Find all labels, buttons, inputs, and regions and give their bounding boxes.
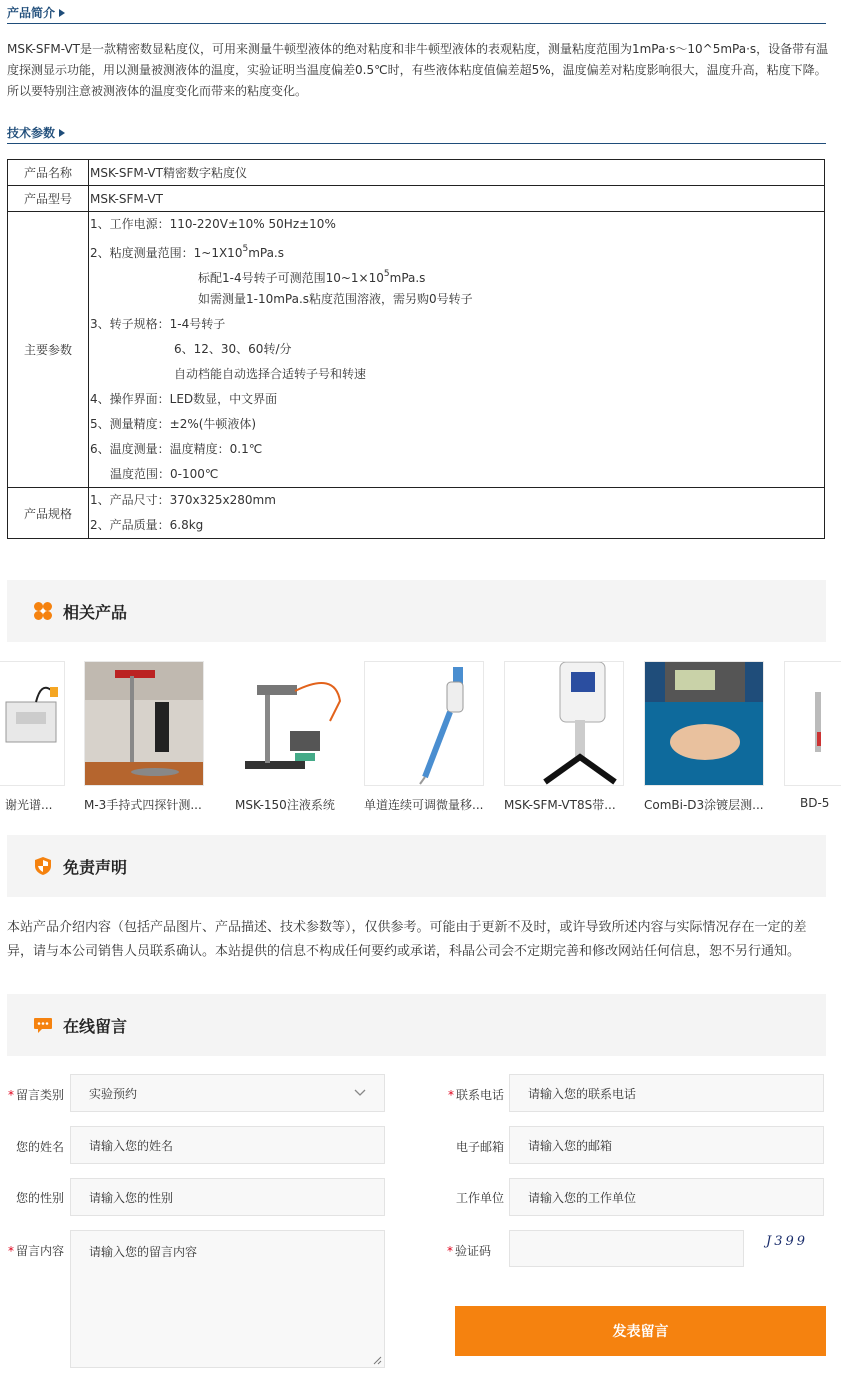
category-label: * 留言类别: [7, 1088, 64, 1102]
submit-message-button[interactable]: 发表留言: [455, 1306, 826, 1356]
product-caption[interactable]: 单道连续可调微量移...: [364, 798, 484, 812]
spec-range: 2、粘度测量范围：$1\sim 1X10^5mPa.s$: [90, 244, 284, 260]
spec-auto: 自动档能自动选择合适转子号和转速: [174, 367, 367, 381]
intro-section-header: [7, 4, 826, 24]
spec-table: [7, 159, 825, 539]
message-title: 在线留言: [63, 1016, 128, 1036]
spec-rotor-range: 标配1-4号转子可测范围$10\sim 1\times 10^5mPa.s$: [198, 269, 426, 285]
shield-icon: [33, 856, 53, 876]
spec-weight: 2、产品质量：6.8kg: [90, 518, 204, 532]
category-select-value: 实验预约: [89, 1086, 138, 1101]
table-row: [8, 212, 825, 488]
captcha-label: * 验证码: [446, 1244, 491, 1258]
product-caption[interactable]: 谢光谱...: [5, 798, 53, 812]
triangle-right-icon: [59, 129, 65, 137]
spec-key-name: 产品名称: [8, 160, 89, 186]
intro-section-title: 产品简介: [7, 6, 56, 20]
spec-ui: 4、操作界面：LED数显，中文界面: [90, 392, 278, 406]
spec-temp-range: 温度范围：0-100℃: [110, 467, 219, 481]
product-image[interactable]: [0, 661, 65, 786]
spec-section-title: 技术参数: [7, 126, 56, 140]
spec-section-header: [7, 124, 826, 144]
product-image[interactable]: [644, 661, 764, 786]
spec-key-main: 主要参数: [8, 212, 89, 488]
chevron-down-icon: [354, 1089, 366, 1097]
gender-label: 您的性别: [15, 1191, 64, 1205]
product-caption[interactable]: BD-5: [800, 796, 830, 810]
spec-key-spec: 产品规格: [8, 488, 89, 539]
flower-icon: [33, 601, 53, 621]
disclaimer-header: [7, 835, 826, 897]
spec-speeds: 6、12、30、60转/分: [174, 342, 292, 356]
triangle-right-icon: [59, 9, 65, 17]
phone-label: * 联系电话: [447, 1088, 504, 1102]
email-label: 电子邮箱: [455, 1140, 504, 1154]
name-input[interactable]: 请输入您的姓名: [70, 1126, 385, 1164]
product-image[interactable]: [504, 661, 624, 786]
resize-handle-icon[interactable]: [373, 1356, 382, 1365]
spec-rotor-note: 如需测量1-10mPa.s粘度范围溶液，需另购0号转子: [198, 292, 473, 306]
captcha-input[interactable]: [509, 1230, 744, 1267]
table-row: [8, 186, 825, 212]
spec-temp: 6、温度测量：温度精度：0.1℃: [90, 442, 263, 456]
message-header: [7, 994, 826, 1056]
content-textarea[interactable]: [70, 1230, 385, 1368]
related-products-title: 相关产品: [63, 602, 128, 622]
spec-key-model: 产品型号: [8, 186, 89, 212]
product-caption[interactable]: ComBi-D3涂镀层测...: [644, 798, 764, 812]
spec-value-model: MSK-SFM-VT: [89, 186, 825, 212]
category-select[interactable]: [70, 1074, 385, 1112]
content-label: * 留言内容: [7, 1244, 64, 1258]
content-placeholder: 请输入您的留言内容: [89, 1245, 198, 1259]
gender-input[interactable]: 请输入您的性别: [70, 1178, 385, 1216]
table-row: [8, 488, 825, 539]
disclaimer-title: 免责声明: [63, 857, 128, 877]
product-image[interactable]: [364, 661, 484, 786]
company-label: 工作单位: [455, 1191, 504, 1205]
spec-size: 1、产品尺寸：370x325x280mm: [90, 493, 276, 507]
product-caption[interactable]: MSK-150注液系统: [235, 798, 335, 812]
disclaimer-text: 本站产品介绍内容（包括产品图片、产品描述、技术参数等），仅供参考。可能由于更新不及时，或许导致所述内容与实际情况存在一定的差异，请与本公司销售人员联系确认。本站提供的信息不构成任何要约或承诺，科晶公司会不定期完善和修改网站任何信息，恕不另行通知。: [7, 920, 807, 959]
product-caption[interactable]: M-3手持式四探针测...: [84, 798, 202, 812]
product-image[interactable]: [784, 661, 841, 786]
chat-icon: [33, 1015, 53, 1035]
captcha-image[interactable]: J399: [766, 1234, 809, 1249]
related-products-header: [7, 580, 826, 642]
product-caption[interactable]: MSK-SFM-VT8S带...: [504, 798, 616, 812]
product-image[interactable]: [225, 661, 345, 786]
company-input[interactable]: 请输入您的工作单位: [509, 1178, 824, 1216]
product-image[interactable]: [84, 661, 204, 786]
spec-value-name: MSK-SFM-VT精密数字粘度仪: [89, 160, 825, 186]
table-row: [8, 160, 825, 186]
name-label: 您的姓名: [15, 1140, 64, 1154]
spec-power: 1、工作电源：110-220V±10% 50Hz±10%: [90, 217, 336, 231]
phone-input[interactable]: 请输入您的联系电话: [509, 1074, 824, 1112]
email-input[interactable]: 请输入您的邮箱: [509, 1126, 824, 1164]
spec-value-spec: [89, 488, 825, 539]
intro-text: MSK-SFM-VT是一款精密数显粘度仪，可用来测量牛顿型液体的绝对粘度和非牛顿型液体的表观粘度，测量粘度范围为1mPa·s～10^5mPa·s，设备带有温度探测显示功能，用以测量被测液体的温度，实验证明当温度偏差0.5℃时，有些液体粘度值偏差超5%，温度偏差对粘度影响很大，温度升高，粘度下降。所以要特别注意被测液体的温度变化而带来的粘度变化。: [7, 42, 829, 98]
spec-value-main: [89, 212, 825, 488]
spec-rotor: 3、转子规格：1-4号转子: [90, 317, 226, 331]
spec-accuracy: 5、测量精度：±2%(牛顿液体): [90, 417, 257, 431]
